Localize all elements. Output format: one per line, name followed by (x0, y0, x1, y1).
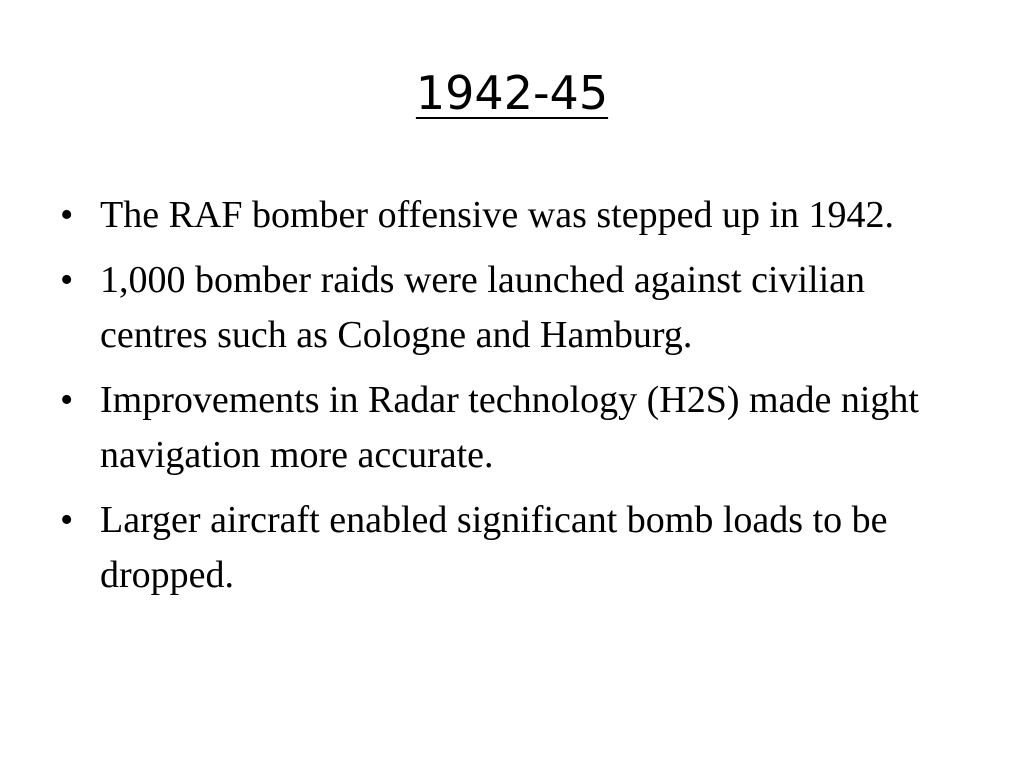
list-item (60, 188, 970, 243)
bullet-icon: • (60, 379, 74, 421)
bullet-text: 1,000 bomber raids were launched against civilian centres such as Cologne and Hamburg. (100, 259, 866, 356)
bullet-text: Improvements in Radar technology (H2S) made night navigation more accurate. (100, 379, 919, 476)
bullet-icon: • (60, 259, 74, 301)
bullet-icon: • (60, 499, 74, 541)
list-item (60, 253, 970, 363)
bullet-text: The RAF bomber offensive was stepped up in 1942. (100, 194, 895, 236)
bullet-list (60, 188, 970, 613)
bullet-icon: • (60, 194, 74, 236)
bullet-text: Larger aircraft enabled significant bomb loads to be dropped. (100, 499, 888, 596)
list-item (60, 493, 970, 603)
list-item (60, 373, 970, 483)
slide-title: 1942-45 (415, 66, 609, 120)
